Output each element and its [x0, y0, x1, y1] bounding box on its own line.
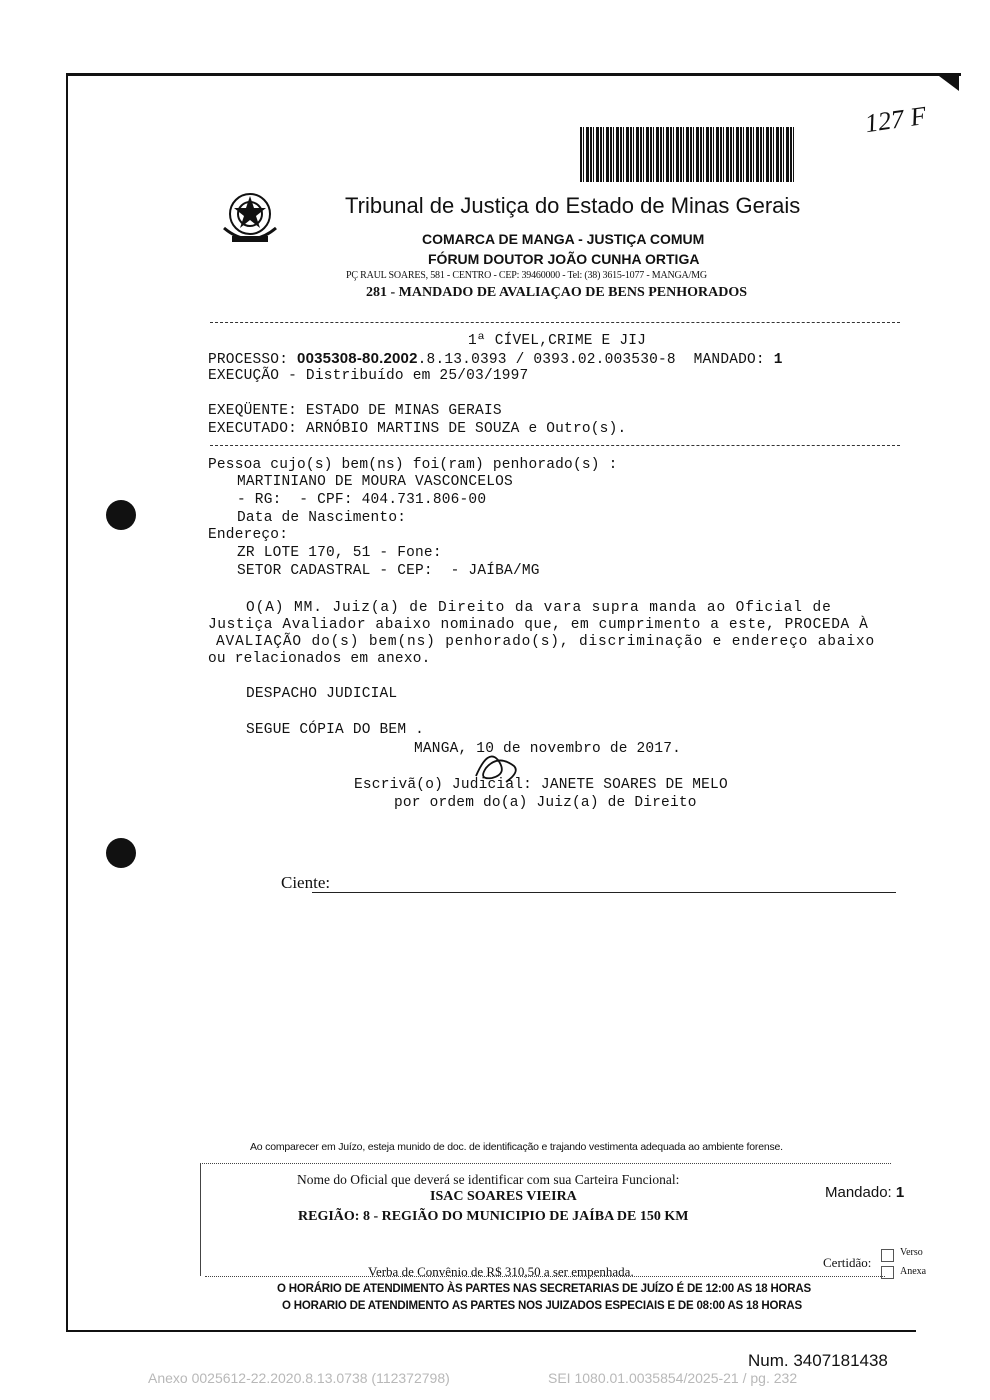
forum-title: FÓRUM DOUTOR JOÃO CUNHA ORTIGA	[428, 251, 700, 267]
footer-mandado-number: 1	[895, 1184, 905, 1201]
certidao-label: Certidão:	[823, 1255, 872, 1270]
execucao-line: EXECUÇÃO - Distribuído em 25/03/1997	[208, 368, 529, 384]
segue-line: SEGUE CÓPIA DO BEM .	[246, 722, 425, 738]
coat-of-arms-icon	[218, 188, 282, 246]
verba-underline	[205, 1276, 885, 1277]
checkbox-anexa[interactable]	[881, 1266, 894, 1284]
processo-number: 0035308-80.2002	[297, 350, 418, 367]
footer-notice: Ao comparecer em Juízo, esteja munido de doc. de identificação e trajando vestimenta adequada ao ambiente forense.	[250, 1141, 783, 1153]
horario-line-2: O HORÁRIO DE ATENDIMENTO ÀS PARTES NOS JUIZADOS ESPECIAIS É DE 08:00 AS 18 HORAS	[282, 1300, 802, 1312]
signature-mark	[468, 738, 528, 788]
ordem-line: por ordem do(a) Juiz(a) de Direito	[394, 795, 697, 811]
processo-suffix: .8.13.0393 / 0393.02.003530-8	[417, 352, 676, 368]
oficial-label: Nome do Oficial que deverá se identificar com sua Carteira Funcional:	[297, 1172, 680, 1187]
mandado-label: MANDADO:	[693, 352, 765, 368]
regiao-line: REGIÃO: 8 - REGIÃO DO MUNICIPIO DE JAÍBA DE 150 KM	[298, 1209, 689, 1224]
person-intro: Pessoa cujo(s) bem(ns) foi(ram) penhorado(s) :	[208, 457, 618, 473]
page-border-left	[66, 73, 68, 1331]
horario-line-1: O HORÁRIO DE ATENDIMENTO ÀS PARTES NAS SECRETARIAS DE JUÍZO É DE 12:00 AS 18 HORAS	[277, 1283, 811, 1295]
body-line-4: ou relacionados em anexo.	[208, 651, 431, 667]
court-address: PÇ RAUL SOARES, 581 - CENTRO - CEP: 39460000 - Tel: (38) 3615-1077 - MANGA/MG	[346, 270, 707, 281]
ciente-signature-line[interactable]	[312, 892, 896, 893]
checkbox-verso[interactable]	[881, 1249, 894, 1267]
separator-middle	[210, 445, 900, 446]
address-line-1: ZR LOTE 170, 51 - Fone:	[237, 545, 442, 561]
sei-reference: SEI 1080.01.0035854/2025-21 / pg. 232	[548, 1370, 798, 1386]
verso-label: Verso	[900, 1247, 923, 1258]
exequente-line: EXEQÜENTE: ESTADO DE MINAS GERAIS	[208, 403, 502, 419]
corner-triangle-icon	[935, 73, 959, 91]
date-line: MANGA, 10 de novembro de 2017.	[414, 741, 682, 757]
body-line-1: O(A) MM. Juiz(a) de Direito da vara supra manda ao Oficial de	[246, 600, 832, 616]
handwritten-annotation: 127 F	[863, 100, 929, 139]
processo-line	[208, 350, 783, 368]
person-ids: - RG: - CPF: 404.731.806-00	[237, 492, 487, 508]
despacho-title: DESPACHO JUDICIAL	[246, 686, 398, 702]
mandado-number: 1	[773, 352, 783, 368]
comarca-title: COMARCA DE MANGA - JUSTIÇA COMUM	[422, 231, 705, 247]
person-name: MARTINIANO DE MOURA VASCONCELOS	[237, 474, 513, 490]
person-birth: Data de Nascimento:	[237, 510, 407, 526]
punch-hole-top	[106, 500, 136, 530]
page-border-bottom	[66, 1330, 916, 1332]
executado-line: EXECUTADO: ARNÓBIO MARTINS DE SOUZA e Outro(s).	[208, 421, 627, 437]
processo-label: PROCESSO:	[208, 352, 289, 368]
address-line-2: SETOR CADASTRAL - CEP: - JAÍBA/MG	[237, 563, 540, 579]
document-type: 281 - MANDADO DE AVALIAÇAO DE BENS PENHORADOS	[366, 285, 748, 300]
page-border-top	[66, 73, 961, 76]
barcode	[580, 127, 795, 182]
ciente-label: Ciente:	[281, 873, 331, 892]
court-name: Tribunal de Justiça do Estado de Minas Gerais	[345, 193, 801, 218]
footer-mandado-label: Mandado:	[825, 1184, 892, 1201]
footer-mandado	[825, 1184, 904, 1201]
escriva-line: Escrivã(o) Judicial: JANETE SOARES DE MELO	[354, 777, 728, 793]
anexa-label: Anexa	[900, 1266, 927, 1277]
separator-top	[210, 322, 900, 323]
punch-hole-bottom	[106, 838, 136, 868]
anexo-reference: Anexo 0025612-22.2020.8.13.0738 (112372798)	[148, 1370, 450, 1386]
verba-line: Verba de Convênio de R$ 310,50 a ser empenhada.	[368, 1264, 634, 1279]
document-number: Num. 3407181438	[748, 1351, 888, 1370]
address-label: Endereço:	[208, 527, 289, 543]
body-line-2: Justiça Avaliador abaixo nominado que, em cumprimento a este, PROCEDA À	[208, 617, 869, 633]
vara-line: 1ª CÍVEL,CRIME E JIJ	[468, 333, 647, 349]
body-line-3: AVALIAÇÃO do(s) bem(ns) penhorado(s), discriminação e endereço abaixo	[216, 634, 876, 650]
oficial-name: ISAC SOARES VIEIRA	[430, 1189, 577, 1204]
